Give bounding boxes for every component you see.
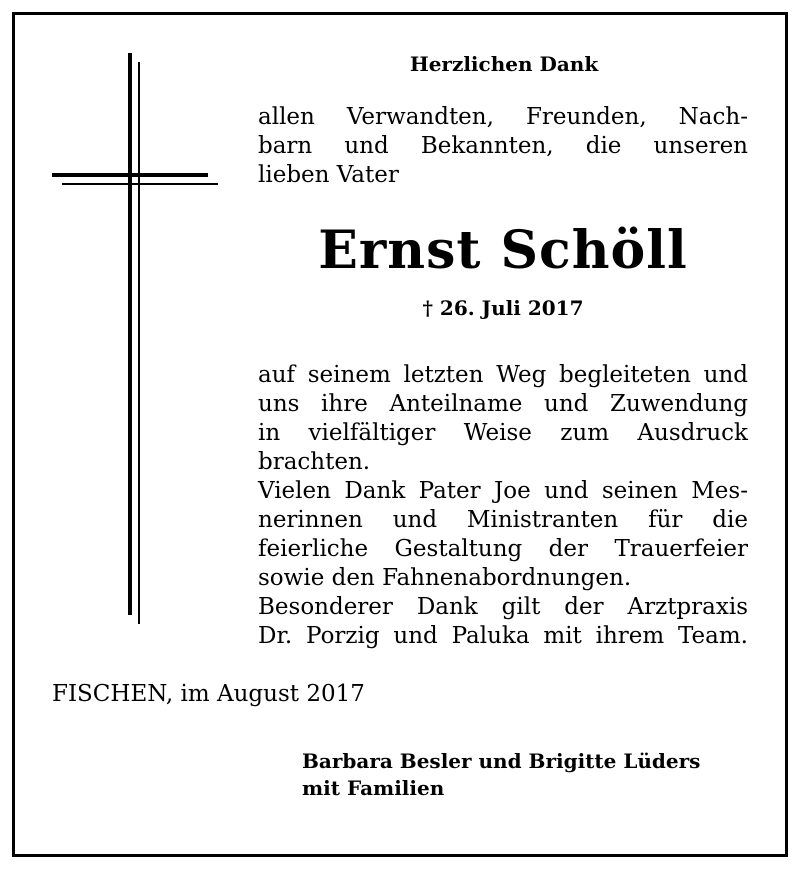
intro-line: lieben Vater [258,162,399,188]
body-line: Besonderer Dank gilt der Arztpraxis [258,594,748,620]
body-line: sowie den Fahnenabordnungen. [258,565,632,591]
body-text [258,361,748,651]
body-line: brachten. [258,449,371,475]
intro-line: allen Verwandten, Freunden, Nach- [258,104,748,130]
deceased-name: Ernst Schöll [318,220,688,281]
signature-line: Barbara Besler und Brigitte Lüders [302,749,701,773]
intro-text [258,103,748,190]
notice-heading: Herzlichen Dank [409,52,599,76]
body-line: Vielen Dank Pater Joe und seinen Mes- [258,478,748,504]
body-line: uns ihre Anteilname und Zuwendung [258,391,748,417]
intro-line: barn und Bekannten, die unseren [258,133,748,159]
signature-line: mit Familien [302,776,445,800]
body-line: feierliche Gestaltung der Trauerfeier [258,536,748,562]
body-line: nerinnen und Ministranten für die [258,507,748,533]
body-line: Dr. Porzig und Paluka mit ihrem Team. [258,623,748,649]
body-line: auf seinem letzten Weg begleiteten und [258,362,748,388]
body-line: in vielfältiger Weise zum Ausdruck [258,420,748,446]
signature [302,748,700,802]
death-date: † 26. Juli 2017 [422,296,584,320]
place-date: FISCHEN, im August 2017 [52,681,365,707]
